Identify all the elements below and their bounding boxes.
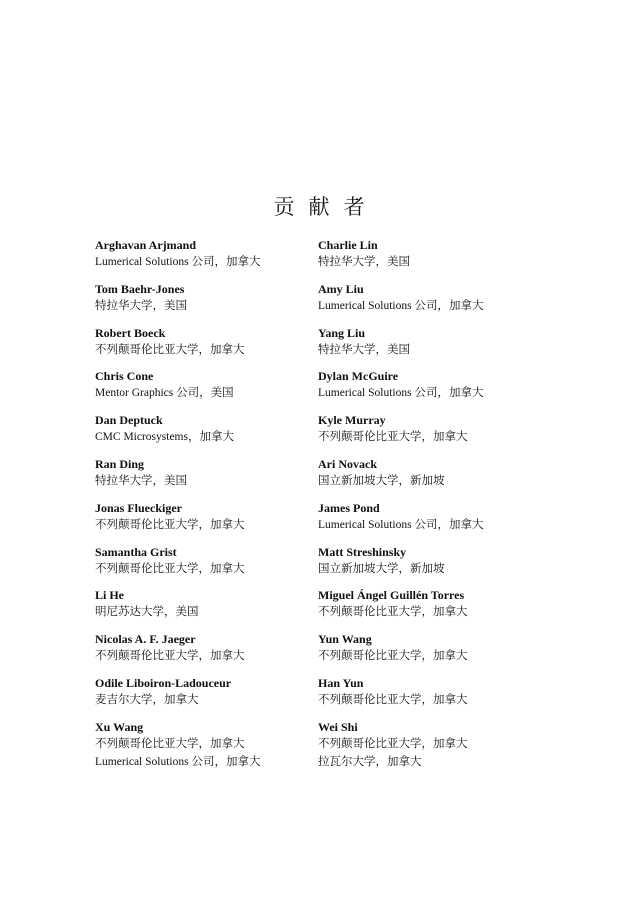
contributor-entry xyxy=(95,587,310,631)
contributor-entry xyxy=(95,631,310,675)
contributor-name: Robert Boeck xyxy=(95,325,166,340)
contributor-name: Ran Ding xyxy=(95,456,145,471)
contributor-affiliation: 不列颠哥伦比亚大学，加拿大 xyxy=(318,650,468,663)
contributor-name: Kyle Murray xyxy=(318,413,386,428)
contributor-name: Han Yun xyxy=(318,675,364,690)
contributor-entry xyxy=(318,237,558,281)
contributor-name: Charlie Lin xyxy=(318,238,378,252)
contributor-name: Arghavan Arjmand xyxy=(95,238,197,252)
contributor-entry xyxy=(95,544,310,588)
contributor-affiliation: 不列颠哥伦比亚大学，加拿大 xyxy=(95,562,245,575)
contributor-entry xyxy=(95,237,310,281)
contributor-name: Yun Wang xyxy=(318,632,372,647)
contributor-affiliation: Lumerical Solutions 公司，加拿大 xyxy=(95,256,261,268)
contributor-affiliation: 麦吉尔大学，加拿大 xyxy=(95,693,199,706)
page-title: 贡献者 xyxy=(273,195,379,220)
contributor-affiliation: 不列颠哥伦比亚大学，加拿大 xyxy=(95,737,245,750)
contributor-affiliation: 不列颠哥伦比亚大学，加拿大 xyxy=(318,606,468,619)
contributor-name: Yang Liu xyxy=(318,325,366,340)
contributor-name: Tom Baehr-Jones xyxy=(95,281,185,296)
contributor-affiliation: 不列颠哥伦比亚大学，加拿大 xyxy=(318,737,468,750)
contributor-entry xyxy=(95,368,310,412)
contributor-affiliation: 不列颠哥伦比亚大学，加拿大 xyxy=(318,693,468,706)
contributor-name: Jonas Flueckiger xyxy=(95,500,182,515)
contributor-name: Nicolas A. F. Jaeger xyxy=(95,632,196,647)
contributor-name: Li He xyxy=(95,588,124,603)
contributor-entry xyxy=(318,456,558,500)
contributor-affiliation: Lumerical Solutions 公司，加拿大 xyxy=(318,518,484,531)
contributors-left-column xyxy=(95,237,310,768)
contributor-entry xyxy=(318,544,558,588)
contributor-entry xyxy=(318,631,558,675)
contributor-name: Samantha Grist xyxy=(95,544,177,559)
contributor-entry xyxy=(95,719,310,768)
contributor-affiliation: CMC Microsystems，加拿大 xyxy=(95,431,234,444)
contributor-name: Xu Wang xyxy=(95,719,144,734)
contributor-affiliation: 不列颠哥伦比亚大学，加拿大 xyxy=(95,343,245,356)
contributor-affiliation: 特拉华大学，美国 xyxy=(318,343,410,356)
contributor-entry xyxy=(318,368,558,412)
contributor-name: Dylan McGuire xyxy=(318,369,399,384)
contributor-entry xyxy=(318,281,558,325)
contributor-name: Wei Shi xyxy=(318,719,358,734)
contributor-affiliation: 国立新加坡大学，新加坡 xyxy=(318,474,445,487)
contributor-affiliation: Lumerical Solutions 公司，加拿大 xyxy=(95,755,261,768)
contributor-entry xyxy=(95,281,310,325)
contributor-affiliation: 不列颠哥伦比亚大学，加拿大 xyxy=(95,518,245,531)
contributor-name: Dan Deptuck xyxy=(95,413,163,428)
contributor-affiliation: 特拉华大学，美国 xyxy=(318,256,410,268)
contributor-affiliation: 不列颠哥伦比亚大学，加拿大 xyxy=(318,431,468,444)
contributors-right-column xyxy=(318,237,558,768)
contributor-name: Odile Liboiron-Ladouceur xyxy=(95,675,232,690)
contributor-entry xyxy=(95,456,310,500)
contributor-affiliation: Lumerical Solutions 公司，加拿大 xyxy=(318,387,484,400)
contributor-name: Ari Novack xyxy=(318,456,377,471)
contributor-affiliation: 特拉华大学，美国 xyxy=(95,474,187,487)
contributor-affiliation: 不列颠哥伦比亚大学，加拿大 xyxy=(95,650,245,663)
contributor-entry xyxy=(318,587,558,631)
contributor-entry xyxy=(95,412,310,456)
contributor-affiliation: 特拉华大学，美国 xyxy=(95,299,187,312)
contributor-name: James Pond xyxy=(318,500,380,515)
contributor-entry xyxy=(95,675,310,719)
contributor-entry xyxy=(318,675,558,719)
contributor-affiliation: Lumerical Solutions 公司，加拿大 xyxy=(318,299,484,312)
contributor-name: Amy Liu xyxy=(318,281,364,296)
contributor-entry xyxy=(318,325,558,369)
contributor-entry xyxy=(318,500,558,544)
contributor-entry xyxy=(95,500,310,544)
contributor-affiliation: 国立新加坡大学，新加坡 xyxy=(318,562,445,575)
contributor-name: Matt Streshinsky xyxy=(318,544,407,559)
contributor-name: Chris Cone xyxy=(95,369,154,384)
contributor-entry xyxy=(95,325,310,369)
contributor-affiliation: Mentor Graphics 公司，美国 xyxy=(95,387,234,400)
contributor-affiliation: 拉瓦尔大学，加拿大 xyxy=(318,755,422,768)
contributor-entry xyxy=(318,412,558,456)
contributor-entry xyxy=(318,719,558,768)
contributor-affiliation: 明尼苏达大学，美国 xyxy=(95,606,199,619)
contributor-name: Miguel Ángel Guillén Torres xyxy=(318,588,465,603)
